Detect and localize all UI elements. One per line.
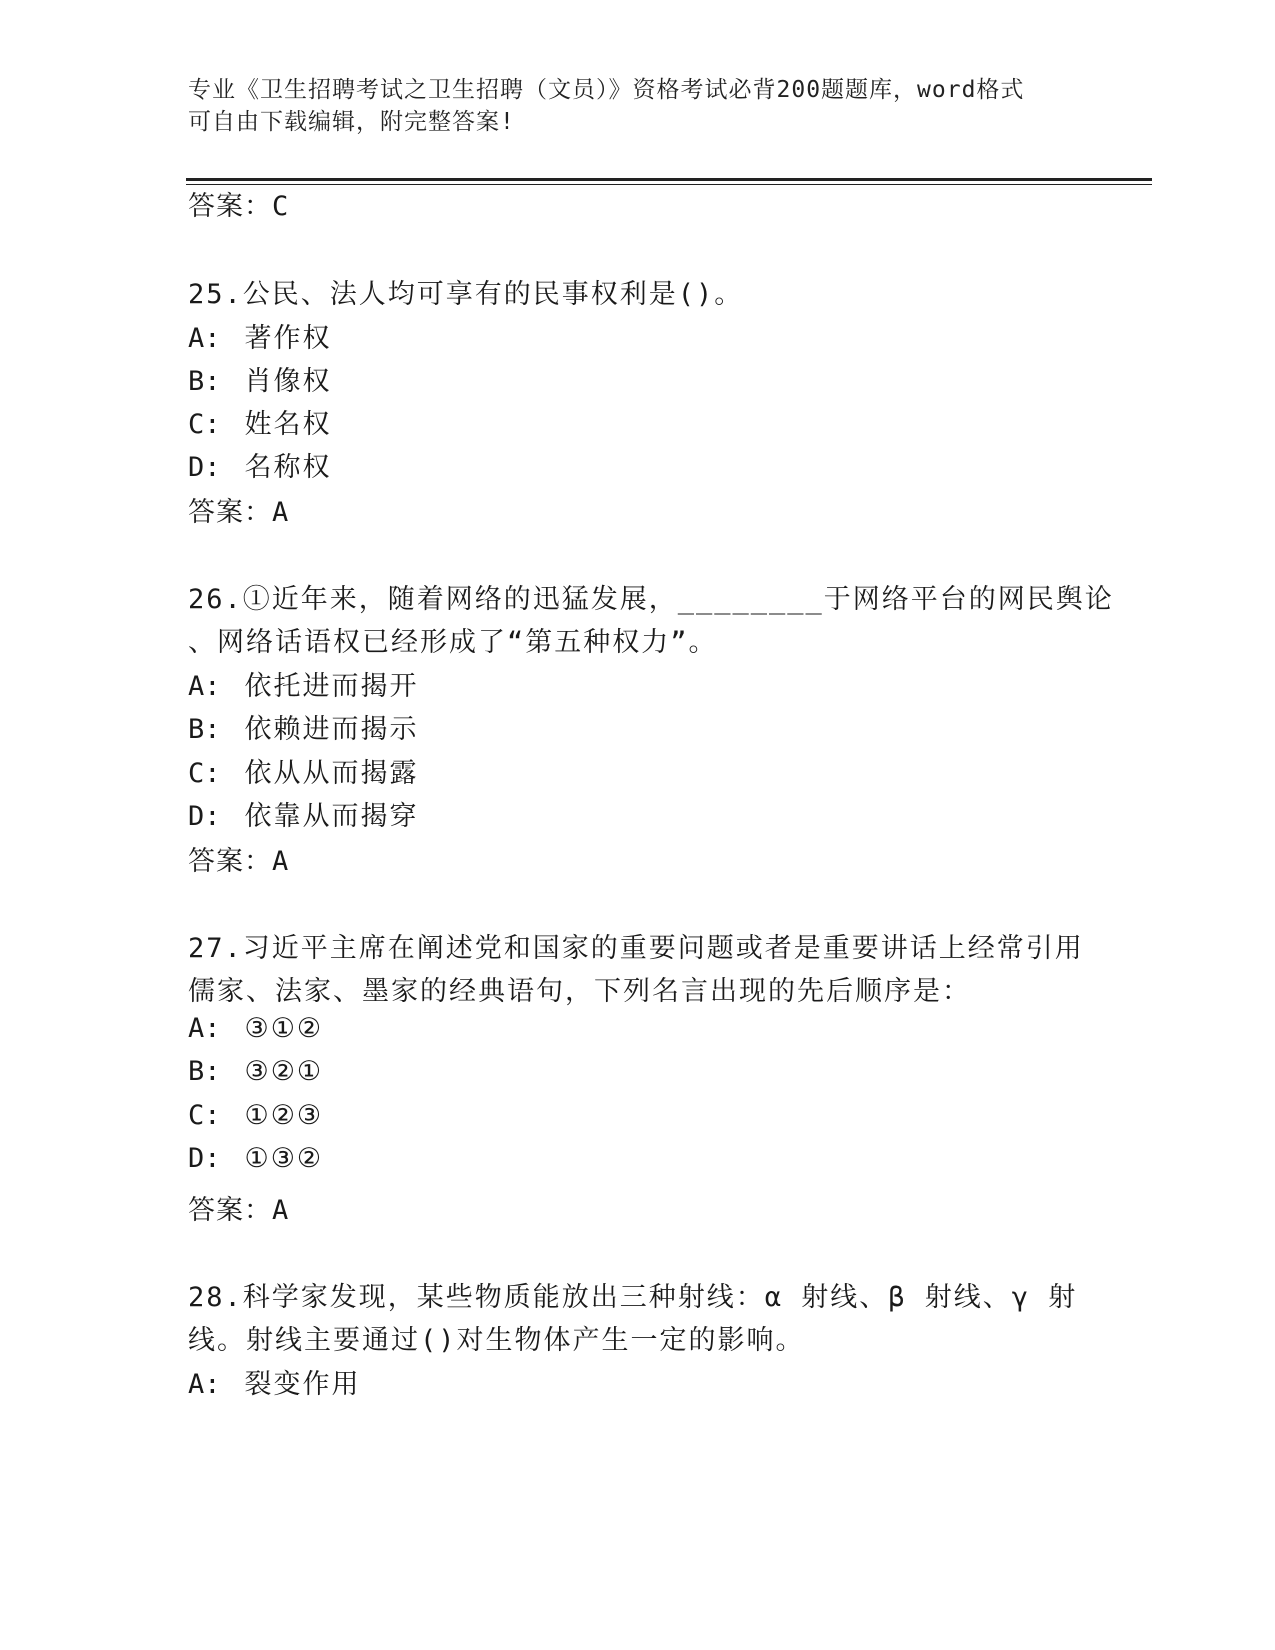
answer-value: C <box>272 191 290 222</box>
answer-value: A <box>272 846 290 877</box>
option-letter: C: <box>188 409 221 440</box>
answer-line <box>188 1188 289 1227</box>
option-d <box>188 794 419 833</box>
option-text: ③①② <box>244 1013 324 1044</box>
option-c <box>188 751 419 790</box>
answer-label: 答案： <box>188 191 272 222</box>
option-text: ③②① <box>244 1056 324 1087</box>
answer-label: 答案： <box>188 1195 272 1226</box>
question-25-stem: 25.公民、法人均可享有的民事权利是()。 <box>188 279 744 310</box>
option-text: 依靠从而揭穿 <box>244 801 419 832</box>
answer-line <box>188 839 289 878</box>
option-letter: A: <box>188 323 221 354</box>
answer-label: 答案： <box>188 846 272 877</box>
option-letter: A: <box>188 1013 221 1044</box>
header-line-1: 专业《卫生招聘考试之卫生招聘（文员）》资格考试必背200题题库，word格式 <box>188 77 1025 103</box>
option-text: ①②③ <box>244 1100 324 1131</box>
option-b <box>188 707 419 746</box>
option-letter: C: <box>188 758 221 789</box>
option-d <box>188 445 332 484</box>
option-text: 著作权 <box>244 323 332 354</box>
option-text: 裂变作用 <box>244 1369 361 1400</box>
answer-line <box>188 490 289 529</box>
option-text: 依从从而揭露 <box>244 758 419 789</box>
header-line-2: 可自由下载编辑，附完整答案! <box>188 109 515 135</box>
question-26-stem-line-2: 、网络话语权已经形成了“第五种权力”。 <box>188 627 718 658</box>
question-28-stem-line-2: 线。射线主要通过()对生物体产生一定的影响。 <box>188 1325 805 1356</box>
option-text: 名称权 <box>244 452 332 483</box>
option-text: 肖像权 <box>244 366 332 397</box>
option-letter: B: <box>188 714 221 745</box>
question-28-stem-line-1: 28.科学家发现，某些物质能放出三种射线：α 射线、β 射线、γ 射 <box>188 1282 1078 1313</box>
answer-line <box>188 184 289 223</box>
document-header <box>188 74 1068 138</box>
option-letter: C: <box>188 1100 221 1131</box>
question-26-stem-line-1: 26.①近年来，随着网络的迅猛发展，________于网络平台的网民舆论 <box>188 584 1114 615</box>
option-a <box>188 664 419 703</box>
option-letter: D: <box>188 801 221 832</box>
option-text: 姓名权 <box>244 409 332 440</box>
option-letter: D: <box>188 452 221 483</box>
option-d <box>188 1143 323 1174</box>
answer-value: A <box>272 497 290 528</box>
option-letter: A: <box>188 1369 221 1400</box>
option-a <box>188 1362 361 1401</box>
header-rule-thick <box>186 178 1152 181</box>
answer-label: 答案： <box>188 497 272 528</box>
option-letter: D: <box>188 1143 221 1174</box>
option-text: ①③② <box>244 1143 324 1174</box>
option-a <box>188 1013 323 1044</box>
option-text: 依赖进而揭示 <box>244 714 419 745</box>
question-27-stem-line-1: 27.习近平主席在阐述党和国家的重要问题或者是重要讲话上经常引用 <box>188 933 1084 964</box>
option-b <box>188 1056 323 1087</box>
option-b <box>188 359 332 398</box>
option-text: 依托进而揭开 <box>244 671 419 702</box>
option-letter: A: <box>188 671 221 702</box>
option-letter: B: <box>188 1056 221 1087</box>
option-a <box>188 316 332 355</box>
answer-value: A <box>272 1195 290 1226</box>
header-rule-thin <box>186 184 1152 185</box>
question-27-stem-line-2: 儒家、法家、墨家的经典语句，下列名言出现的先后顺序是： <box>188 976 971 1007</box>
option-letter: B: <box>188 366 221 397</box>
option-c <box>188 402 332 441</box>
option-c <box>188 1100 323 1131</box>
